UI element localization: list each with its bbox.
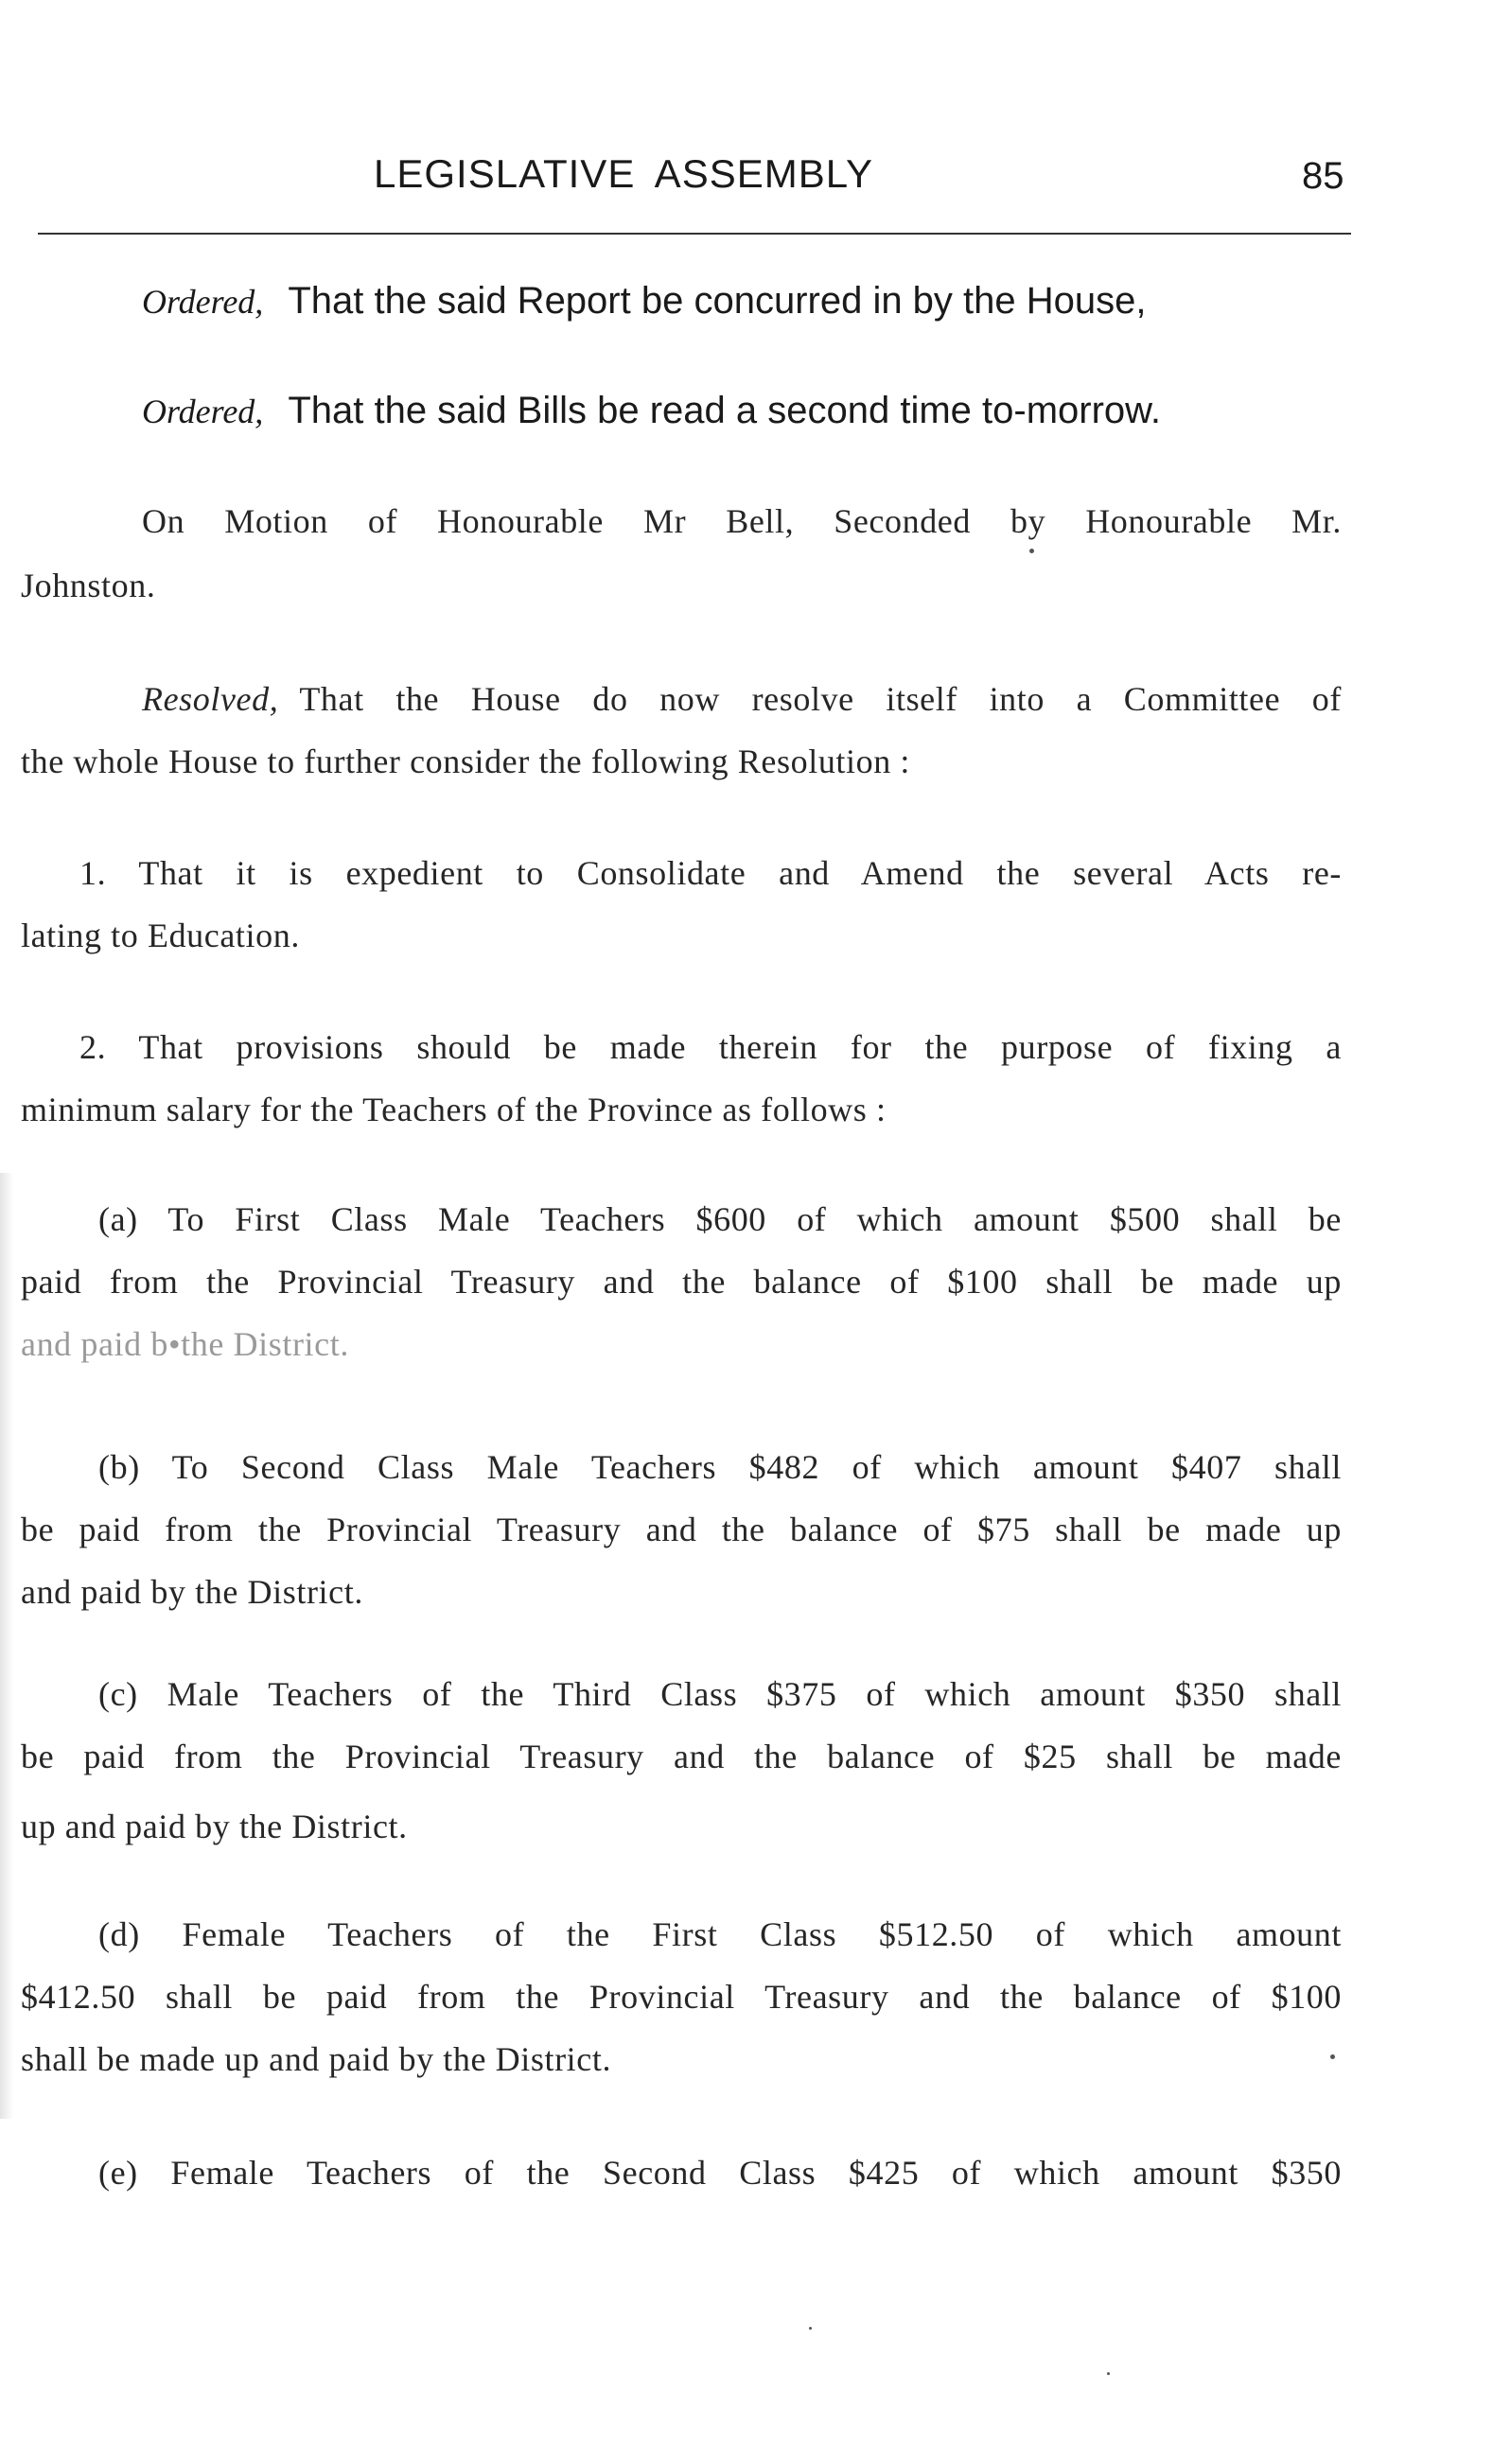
scan-speck bbox=[809, 2327, 812, 2330]
order-line-1 bbox=[142, 280, 1147, 323]
motion-line-2: Johnston. bbox=[21, 567, 156, 604]
subitem-b-line-2: be paid from the Provincial Treasury and the balance of $75 shall be made up bbox=[21, 1511, 1342, 1548]
item-1-line-1: 1. That it is expedient to Consolidate and Amend the several Acts re- bbox=[79, 854, 1342, 892]
subitem-c-line-1: (c) Male Teachers of the Third Class $375 of which amount $350 shall bbox=[98, 1675, 1342, 1713]
item-2-line-1: 2. That provisions should be made therein for the purpose of fixing a bbox=[79, 1028, 1342, 1066]
subitem-b-line-1: (b) To Second Class Male Teachers $482 of which amount $407 shall bbox=[98, 1448, 1342, 1486]
subitem-a-line-2: paid from the Provincial Treasury and the balance of $100 shall be made up bbox=[21, 1263, 1342, 1301]
order-line-2 bbox=[142, 390, 1161, 432]
page-number: 85 bbox=[1302, 155, 1344, 197]
motion-line-1: On Motion of Honourable Mr Bell, Seconded by Honourable Mr. bbox=[142, 502, 1342, 540]
resolved-line-1 bbox=[142, 679, 1342, 719]
subitem-c-line-3: up and paid by the District. bbox=[21, 1808, 408, 1845]
order-text: That the said Report be concurred in by the House, bbox=[288, 280, 1147, 322]
order-lead: Ordered, bbox=[142, 283, 264, 321]
subitem-a-line-3: and paid b•the District. bbox=[21, 1325, 349, 1363]
resolved-text: That the House do now resolve itself into a Committee of bbox=[299, 680, 1342, 718]
subitem-d-line-1: (d) Female Teachers of the First Class $512.50 of which amount bbox=[98, 1915, 1342, 1953]
order-lead: Ordered, bbox=[142, 393, 264, 430]
page-edge-shadow bbox=[0, 1173, 13, 2119]
resolved-line-2: the whole House to further consider the following Resolution : bbox=[21, 743, 911, 780]
subitem-d-line-3: shall be made up and paid by the District. bbox=[21, 2040, 612, 2078]
running-head: LEGISLATIVE ASSEMBLY bbox=[374, 151, 873, 196]
item-1-line-2: lating to Education. bbox=[21, 917, 300, 954]
scan-speck bbox=[1107, 2372, 1110, 2375]
scan-speck bbox=[1029, 549, 1034, 553]
subitem-e-line-1: (e) Female Teachers of the Second Class $425 of which amount $350 bbox=[98, 2154, 1342, 2192]
item-2-line-2: minimum salary for the Teachers of the Province as follows : bbox=[21, 1091, 887, 1128]
scan-speck bbox=[1330, 2054, 1335, 2059]
subitem-c-line-2: be paid from the Provincial Treasury and the balance of $25 shall be made bbox=[21, 1738, 1342, 1775]
header-rule bbox=[38, 233, 1351, 235]
subitem-b-line-3: and paid by the District. bbox=[21, 1573, 363, 1611]
order-text: That the said Bills be read a second time to-morrow. bbox=[288, 390, 1161, 431]
subitem-a-line-1: (a) To First Class Male Teachers $600 of which amount $500 shall be bbox=[98, 1200, 1342, 1238]
resolved-lead: Resolved, bbox=[142, 680, 279, 718]
subitem-d-line-2: $412.50 shall be paid from the Provincial Treasury and the balance of $100 bbox=[21, 1978, 1342, 2016]
